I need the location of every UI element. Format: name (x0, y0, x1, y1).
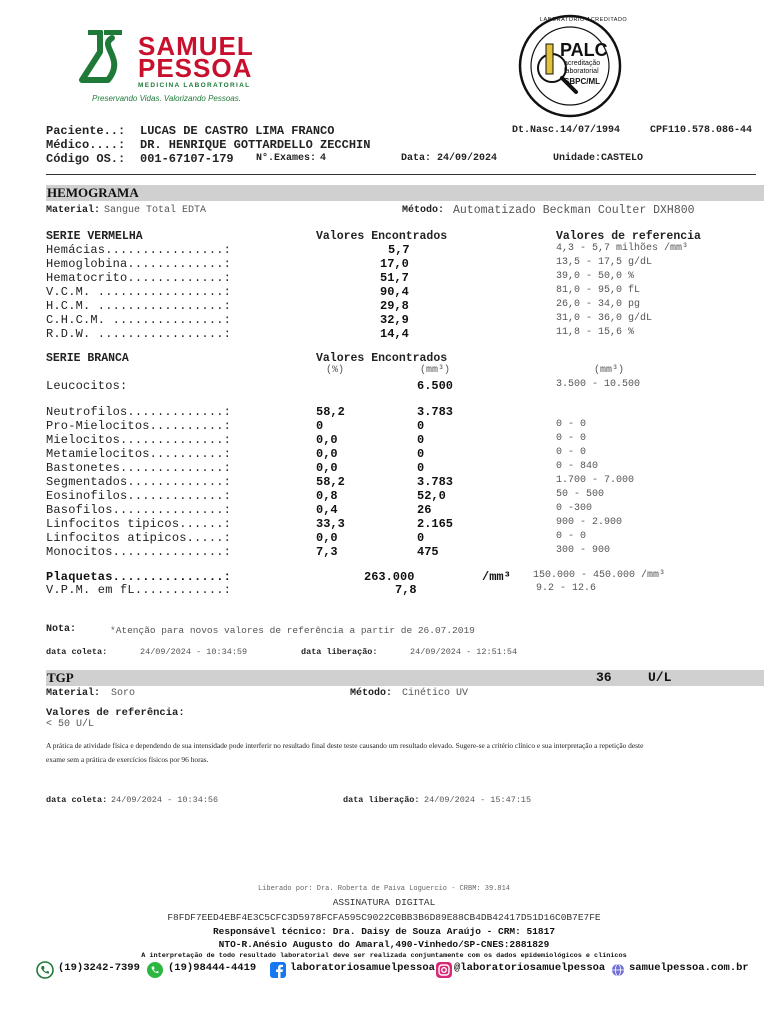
test-absolute: 0 (417, 419, 425, 433)
test-reference: 0 - 0 (556, 447, 587, 458)
table-row (46, 243, 746, 257)
metodo-label: Método: (402, 205, 445, 216)
test-name: H.C.M. .................: (46, 299, 232, 313)
doctor-name: DR. HENRIQUE GOTTARDELLO ZECCHIN (140, 138, 371, 152)
tgp-ref-value: < 50 U/L (46, 719, 95, 730)
interpretation-note: A interpretação de todo resultado laboratorial deve ser realizada conjuntamente com os dados epidemiológicos e clínicos (141, 952, 627, 960)
test-value: 5,7 (388, 243, 410, 257)
serie-branca-title: SERIE BRANCA (46, 352, 129, 365)
test-name: Linfocitos atipicos.....: (46, 531, 232, 545)
test-name: C.H.C.M. ...............: (46, 313, 232, 327)
seal-line2: laboratorial (564, 68, 599, 75)
table-row (46, 517, 746, 531)
test-reference: 31,0 - 36,0 g/dL (556, 313, 653, 324)
test-percent: 0,0 (316, 531, 338, 545)
table-row (46, 475, 746, 489)
tgp-material-value: Soro (111, 688, 136, 699)
test-reference: 150.000 - 450.000 /mm³ (533, 570, 666, 581)
test-absolute: 3.783 (417, 475, 454, 489)
valores-referencia-header: Valores de referencia (556, 230, 701, 243)
test-reference: 0 -300 (556, 503, 593, 514)
test-name: V.C.M. .................: (46, 285, 232, 299)
test-name: Basofilos...............: (46, 503, 232, 517)
slogan: Preservando Vidas. Valorizando Pessoas. (92, 94, 241, 103)
globe-icon (611, 963, 625, 977)
brand-subtitle: MEDICINA LABORATORIAL (138, 82, 251, 89)
exams-label: N°.Exames: (256, 153, 317, 164)
address: NTO-R.Anésio Augusto do Amaral,490-Vinhedo/SP-CNES:2881829 (218, 939, 550, 950)
table-row (46, 271, 746, 285)
liberacao-label: data liberação: (301, 647, 378, 657)
test-percent: 58,2 (316, 405, 345, 419)
serie-vermelha-title: SERIE VERMELHA (46, 230, 143, 243)
test-value: 7,8 (395, 583, 417, 597)
birth-date: Dt.Nasc.14/07/1994 (512, 125, 621, 136)
material-label: Material: (46, 205, 101, 216)
nota-text: *Atenção para novos valores de referência a partir de 26.07.2019 (110, 625, 475, 636)
tgp-material-label: Material: (46, 688, 101, 699)
test-reference: 1.700 - 7.000 (556, 475, 635, 486)
facebook-handle[interactable]: laboratoriosamuelpessoa (290, 962, 435, 974)
test-name: Monocitos...............: (46, 545, 232, 559)
hemograma-title: HEMOGRAMA (47, 185, 139, 200)
patient-name: LUCAS DE CASTRO LIMA FRANCO (140, 124, 335, 138)
liberacao-value: 24/09/2024 - 12:51:54 (410, 647, 518, 657)
test-name: Bastonetes..............: (46, 461, 232, 475)
test-reference: 300 - 900 (556, 545, 611, 556)
whatsapp-icon (146, 961, 164, 979)
test-value: 29,8 (380, 299, 409, 313)
test-name: R.D.W. .................: (46, 327, 232, 341)
technical-responsible: Responsável técnico: Dra. Daisy de Souza Araújo - CRM: 51817 (212, 926, 556, 937)
tgp-coleta-value: 24/09/2024 - 10:34:56 (111, 795, 219, 805)
test-value: 17,0 (380, 257, 409, 271)
test-reference: 0 - 0 (556, 419, 587, 430)
test-reference: 0 - 0 (556, 433, 587, 444)
released-by: Liberado por: Dra. Roberta de Paiva Loguercio - CRBM: 39.814 (257, 885, 511, 893)
test-reference: 39,0 - 50,0 % (556, 271, 635, 282)
test-reference: 0 - 840 (556, 461, 599, 472)
seal-sbpc: SBPC/ML (564, 77, 600, 86)
test-value: 14,4 (380, 327, 409, 341)
lab-logo (74, 30, 264, 106)
test-value: 90,4 (380, 285, 409, 299)
test-value: 51,7 (380, 271, 409, 285)
tgp-unit: U/L (648, 670, 672, 685)
coleta-value: 24/09/2024 - 10:34:59 (140, 647, 248, 657)
test-unit: /mm³ (482, 570, 511, 584)
tgp-ref-label: Valores de referência: (46, 707, 185, 719)
seal-palc: PALC (560, 40, 608, 60)
test-percent: 33,3 (316, 517, 345, 531)
tgp-coleta-label: data coleta: (46, 795, 108, 805)
test-value: 32,9 (380, 313, 409, 327)
test-name: Neutrofilos.............: (46, 405, 232, 419)
code-label: Código OS.: (46, 152, 126, 166)
test-name: Hematocrito.............: (46, 271, 232, 285)
table-row (46, 327, 746, 341)
test-value: 263.000 (364, 570, 415, 584)
test-percent: 0,8 (316, 489, 338, 503)
tgp-observation-line2: exame sem a prática de exercícios físicos por 96 horas. (46, 755, 209, 764)
table-row (46, 257, 746, 271)
instagram-icon (436, 962, 452, 978)
material-value: Sangue Total EDTA (104, 205, 207, 216)
table-row (46, 531, 746, 545)
test-name: Leucocitos: (46, 379, 128, 393)
test-percent: 0,0 (316, 433, 338, 447)
whatsapp-number[interactable]: (19)98444-4419 (168, 962, 257, 974)
tgp-metodo-label: Método: (350, 688, 393, 699)
test-absolute: 26 (417, 503, 432, 517)
test-reference: 3.500 - 10.500 (556, 379, 641, 390)
table-row (46, 405, 746, 419)
test-absolute: 52,0 (417, 489, 446, 503)
vpm-row (46, 583, 746, 597)
valores-encontrados-header-2: Valores Encontrados (316, 352, 448, 365)
tgp-liberacao-value: 24/09/2024 - 15:47:15 (424, 795, 532, 805)
tgp-value: 36 (596, 670, 612, 685)
brand-name-line1: SAMUEL (138, 31, 254, 61)
tgp-observation-line1: A prática de atividade física e dependendo de sua intensidade pode interferir no resultado final deste teste causando um resultado elevado. Sugere-se a critério clínico e sua interpretação a repetição deste (46, 741, 644, 750)
test-reference: 50 - 500 (556, 489, 605, 500)
test-reference: 4,3 - 5,7 milhões /mm³ (556, 243, 689, 254)
plaquetas-row (46, 570, 746, 584)
test-absolute: 0 (417, 433, 425, 447)
nota-label: Nota: (46, 624, 77, 635)
test-reference: 0 - 0 (556, 531, 587, 542)
test-reference: 9.2 - 12.6 (536, 583, 597, 594)
test-absolute: 0 (417, 447, 425, 461)
cpf: CPF110.578.086-44 (650, 125, 753, 136)
test-percent: 0,0 (316, 447, 338, 461)
brand-name-line2: PESSOA (138, 53, 253, 83)
table-row (46, 503, 746, 517)
table-row (46, 299, 746, 313)
table-row (46, 285, 746, 299)
valores-encontrados-header: Valores Encontrados (316, 230, 448, 243)
test-name: V.P.M. em fL............: (46, 583, 232, 597)
unit-percent: (%) (326, 365, 345, 376)
test-name: Metamielocitos..........: (46, 447, 232, 461)
table-row (46, 419, 746, 433)
metodo-value: Automatizado Beckman Coulter DXH800 (453, 204, 695, 217)
report-date: 24/09/2024 (437, 153, 498, 164)
test-absolute: 2.165 (417, 517, 454, 531)
test-absolute: 0 (417, 461, 425, 475)
table-row (46, 313, 746, 327)
test-name: Hemácias................: (46, 243, 232, 257)
test-name: Mielocitos..............: (46, 433, 232, 447)
test-reference: 900 - 2.900 (556, 517, 623, 528)
accreditation-seal (518, 14, 628, 118)
hemograma-header-bar (46, 185, 764, 201)
seal-line1: acreditação (564, 60, 601, 67)
test-percent: 7,3 (316, 545, 338, 559)
test-reference: 81,0 - 95,0 fL (556, 285, 641, 296)
test-reference: 26,0 - 34,0 pg (556, 299, 641, 310)
table-row (46, 461, 746, 475)
contact-bar (36, 960, 756, 980)
test-name: Plaquetas...............: (46, 570, 232, 584)
doctor-label: Médico....: (46, 138, 126, 152)
table-row (46, 545, 746, 559)
table-row (46, 433, 746, 447)
website[interactable]: samuelpessoa.com.br (629, 962, 749, 974)
unit: Unidade:CASTELO (553, 153, 644, 164)
tgp-liberacao-label: data liberação: (343, 795, 420, 805)
test-reference: 11,8 - 15,6 % (556, 327, 635, 338)
test-absolute: 475 (417, 545, 439, 559)
unit-mm3: (mm³) (420, 365, 451, 376)
tgp-title: TGP (47, 670, 74, 685)
flask-logo-icon (74, 30, 144, 86)
test-name: Segmentados.............: (46, 475, 232, 489)
test-percent: 0 (316, 419, 324, 433)
facebook-icon (270, 962, 286, 978)
test-percent: 58,2 (316, 475, 345, 489)
signature-hash: F8FDF7EED4EBF4E3C5CFC3D5978FCFA595C9022C0BB3B6D89E88CB4DB42417D51D16C0B7E7FE (167, 912, 601, 923)
test-absolute: 0 (417, 531, 425, 545)
tgp-metodo-value: Cinético UV (402, 688, 469, 699)
test-value: 6.500 (417, 379, 454, 393)
table-row (46, 489, 746, 503)
date-label: Data: (401, 153, 432, 164)
seal-ring-text: LABORATÓRIO ACREDITADO (540, 17, 628, 23)
test-name: Linfocitos tipicos......: (46, 517, 232, 531)
digital-signature: ASSINATURA DIGITAL (332, 897, 436, 908)
test-reference: 13,5 - 17,5 g/dL (556, 257, 653, 268)
instagram-handle[interactable]: @laboratoriosamuelpessoa (454, 962, 606, 974)
phone-number[interactable]: (19)3242-7399 (58, 962, 140, 974)
test-name: Eosinofilos.............: (46, 489, 232, 503)
test-percent: 0,4 (316, 503, 338, 517)
test-name: Hemoglobina.............: (46, 257, 232, 271)
exams-count: 4 (320, 153, 327, 164)
phone-icon (36, 961, 54, 979)
header-divider (46, 174, 756, 175)
table-row (46, 447, 746, 461)
patient-label: Paciente..: (46, 124, 126, 138)
leucocitos-row (46, 379, 746, 393)
test-name: Pro-Mielocitos..........: (46, 419, 232, 433)
test-absolute: 3.783 (417, 405, 454, 419)
unit-mm3-ref: (mm³) (594, 365, 625, 376)
test-percent: 0,0 (316, 461, 338, 475)
os-code: 001-67107-179 (140, 152, 234, 166)
coleta-label: data coleta: (46, 647, 108, 657)
